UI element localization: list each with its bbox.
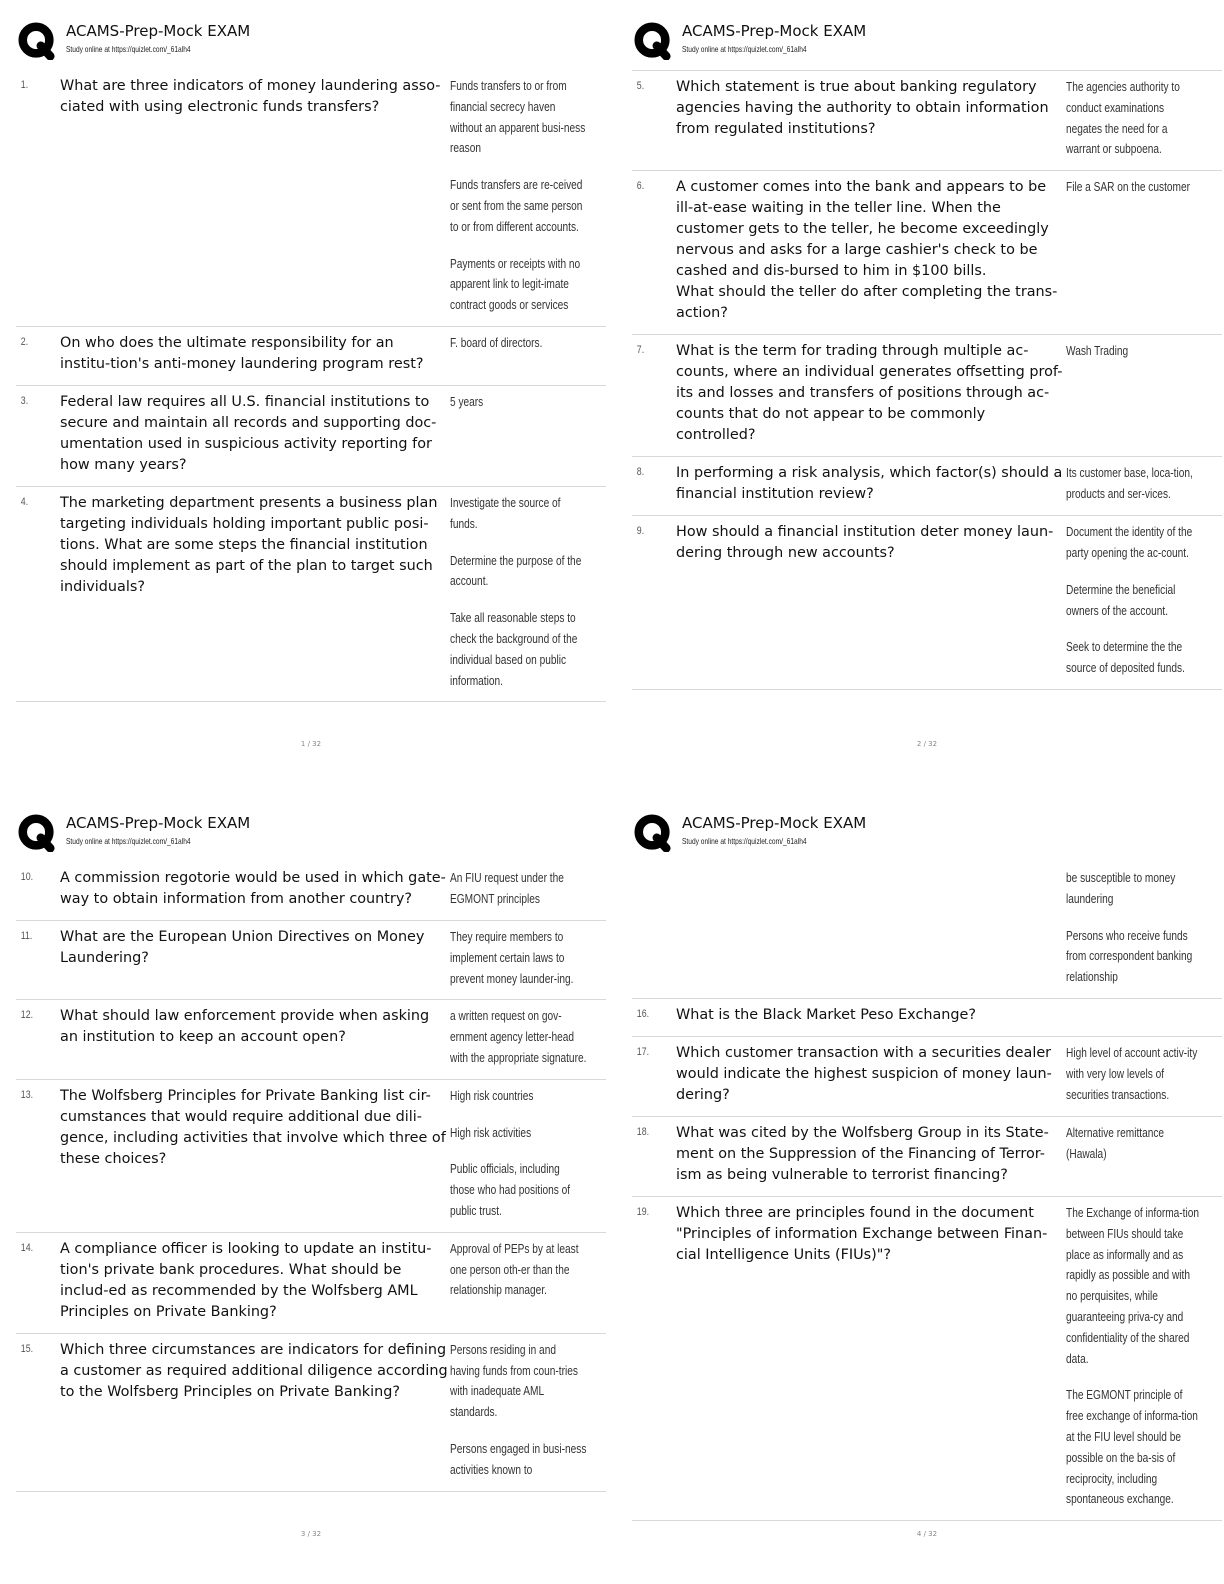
answer-column [450,927,606,989]
qa-list [16,862,606,1492]
answer-text: Investigate the source of funds. [450,494,561,531]
answer-column [450,1086,606,1222]
question-row [16,1233,606,1334]
question-number: 1. [20,79,29,91]
qa-list [16,70,606,702]
answer-column [450,868,606,910]
question-row [16,70,606,327]
answer-column [450,392,606,476]
question-text: What should law enforcement provide when asking an institution to keep an account open? [60,1008,430,1046]
question-row [632,171,1222,335]
answer-text: The EGMONT principle of free exchange of informa-tion at the FIU level should be possible on the ba-sis of reciprocity, including spontaneous exchange. [1066,1387,1198,1507]
answer-column [450,1239,606,1323]
question-text: Which three circumstances are indicators for defining a customer as required additional diligence according to the Wolfsberg Principles on Private Banking? [60,1341,448,1400]
answer-text: Seek to determine the the source of deposited funds. [1066,639,1185,676]
answer-text: Persons residing in and having funds from coun-tries with inadequate AML standards. [450,1341,578,1420]
answer-column [450,333,606,375]
answer-column [1066,522,1222,679]
answer-text: Document the identity of the party opening the ac-count. [1066,524,1193,560]
question-number: 5. [636,80,645,92]
answer-text: F. board of directors. [450,334,543,350]
answer-text: High risk activities [450,1124,532,1140]
qa-list [632,862,1222,1521]
question-row [16,327,606,386]
page-header [632,18,1222,70]
answer-text: Wash Trading [1066,343,1129,359]
question-text [676,868,1066,988]
answer-column [1066,868,1222,988]
question-row [632,516,1222,690]
question-row [632,457,1222,516]
answer-text: Persons who receive funds from correspondent banking relationship [1066,927,1193,985]
page-subtitle: Study online at https://quizlet.com/_61alh4 [682,836,807,846]
page-title: ACAMS-Prep-Mock EXAM [66,814,251,832]
answer-text: Payments or receipts with no apparent link to legit-imate contract goods or services [450,255,581,313]
page-header [16,18,606,70]
page-title: ACAMS-Prep-Mock EXAM [682,814,867,832]
question-text: Which customer transaction with a securities dealer would indicate the highest suspicion of money laun-dering? [676,1044,1052,1103]
answer-column [1066,1005,1222,1026]
question-number: 12. [20,1009,34,1022]
question-row [632,1037,1222,1117]
answer-column [450,493,606,691]
question-number: 7. [636,344,645,357]
question-text: What are the European Union Directives on Money Laundering? [60,929,425,966]
answer-text: Funds transfers are re-ceived or sent from the same person to or from different accounts. [450,177,583,234]
answer-text: Persons engaged in busi-ness activities known to [450,1440,587,1477]
page-title: ACAMS-Prep-Mock EXAM [682,22,867,40]
quizlet-logo-icon [634,814,672,852]
page-panel-2 [632,18,1222,788]
question-text: How should a financial institution deter money laun-dering through new accounts? [676,524,1054,562]
question-text: A customer comes into the bank and appears to be ill-at-ease waiting in the teller line. When the customer gets to the teller, he become exceedingly nervous and asks for a large cashier's check to be cashed and dis-bursed to him in $100 bills. What should the teller do after completing the trans-action? [676,179,1058,322]
question-row [16,921,606,1000]
question-row [16,1334,606,1492]
question-number: 8. [636,466,645,479]
question-number: 3. [20,394,29,407]
qa-list [632,70,1222,690]
answer-text: Public officials, including those who had positions of public trust. [450,1161,571,1218]
answer-column [1066,1043,1222,1106]
question-text: Federal law requires all U.S. financial institutions to secure and maintain all records and supporting doc-umentation used in suspicious activity reporting for how many years? [60,393,437,473]
question-number: 14. [20,1241,34,1254]
answer-column [1066,463,1222,505]
answer-text: 5 years [450,393,484,409]
page-number: 1 / 32 [300,740,322,748]
question-text: Which statement is true about banking regulatory agencies having the authority to obtain information from regulated institutions? [676,79,1049,137]
page-header [632,810,1222,862]
answer-text: a written request on gov-ernment agency letter-head with the appropriate signature. [450,1008,587,1065]
page-number: 2 / 32 [916,740,938,748]
continuation-row [632,862,1222,999]
question-row [632,71,1222,171]
question-number: 15. [20,1342,34,1355]
question-row [632,999,1222,1037]
page-title: ACAMS-Prep-Mock EXAM [66,22,251,40]
answer-column [1066,1203,1222,1510]
question-number: 16. [636,1007,650,1020]
answer-text: Alternative remittance (Hawala) [1066,1124,1165,1161]
quizlet-logo-icon [634,22,672,60]
question-number: 19. [636,1205,650,1218]
answer-column [450,1006,606,1068]
answer-text: The Exchange of informa-tion between FIUs should take place as informally and as rapidly as possible and with no perquisites, while guaranteeing priva-cy and confidentiality of the shared data. [1066,1204,1200,1366]
answer-text: High risk countries [450,1087,534,1103]
question-number [632,868,667,988]
page-panel-1 [16,18,606,788]
answer-text: Approval of PEPs by at least one person oth-er than the relationship manager. [450,1240,579,1298]
answer-text: Its customer base, loca-tion, products and ser-vices. [1066,465,1193,501]
question-text: On who does the ultimate responsibility for an institu-tion's anti-money laundering program rest? [60,334,424,372]
page-panel-3 [16,810,606,1580]
question-number: 18. [636,1125,650,1138]
quizlet-logo-icon [18,22,56,60]
answer-text: They require members to implement certain laws to prevent money launder-ing. [450,929,574,986]
question-text: A commission regotorie would be used in which gate-way to obtain information from another country? [60,870,446,907]
question-row [16,487,606,702]
question-text: What is the term for trading through multiple ac-counts, where an individual generates offsetting prof-its and losses and transfers of positions through ac-counts that do not appear to be commonly controlled? [676,343,1063,444]
answer-column [1066,177,1222,324]
question-number: 4. [20,495,29,508]
question-row [16,1000,606,1079]
answer-column [1066,1123,1222,1186]
answer-column [450,76,606,316]
answer-text: be susceptible to money laundering [1066,870,1176,906]
quizlet-logo-icon [18,814,56,852]
question-text: The marketing department presents a business plan targeting individuals holding important public posi-tions. What are some steps the financial institution should implement as part of the plan to target such individuals? [60,494,438,595]
question-number: 10. [20,871,34,883]
answer-text: Take all reasonable steps to check the background of the individual based on public information. [450,610,578,688]
page-number: 3 / 32 [300,1530,322,1538]
answer-column [450,1340,606,1481]
answer-column [1066,341,1222,446]
answer-text: The agencies authority to conduct examinations negates the need for a warrant or subpoena. [1066,79,1180,157]
answer-text: Determine the purpose of the account. [450,552,582,589]
page-number: 4 / 32 [916,1530,938,1538]
question-number: 6. [636,180,645,193]
page-subtitle: Study online at https://quizlet.com/_61alh4 [682,44,807,54]
question-number: 2. [20,335,29,348]
question-row [632,1117,1222,1197]
question-text: In performing a risk analysis, which factor(s) should a financial institution review? [676,465,1063,503]
question-number: 13. [20,1088,34,1101]
question-text: What was cited by the Wolfsberg Group in its State-ment on the Suppression of the Financing of Terror-ism as being vulnerable to terrorist financing? [676,1124,1049,1183]
answer-text: File a SAR on the customer [1066,179,1190,195]
answer-text: Funds transfers to or from financial secrecy haven without an apparent busi-ness reason [450,78,586,156]
question-number: 17. [636,1045,650,1058]
question-number: 9. [636,525,645,538]
answer-text: Determine the beneficial owners of the account. [1066,581,1176,618]
page-header [16,810,606,862]
question-text: What is the Black Market Peso Exchange? [676,1006,977,1023]
question-row [632,335,1222,457]
question-row [16,386,606,487]
page-subtitle: Study online at https://quizlet.com/_61alh4 [66,44,191,54]
question-row [16,1080,606,1233]
question-text: Which three are principles found in the document "Principles of information Exchange between Finan-cial Intelligence Units (FIUs)"? [676,1204,1048,1263]
question-text: A compliance officer is looking to update an institu-tion's private bank procedures. What should be includ-ed as recommended by the Wolfsberg AML Principles on Private Banking? [60,1240,432,1320]
question-text: What are three indicators of money laundering asso-ciated with using electronic funds transfers? [60,78,441,115]
answer-text: An FIU request under the EGMONT principles [450,870,564,906]
page-panel-4 [632,810,1222,1580]
answer-column [1066,77,1222,160]
question-number: 11. [20,930,33,942]
question-text: The Wolfsberg Principles for Private Banking list cir-cumstances that would require additional due dili-gence, including activities that involve which three of these choices? [60,1087,446,1167]
page-subtitle: Study online at https://quizlet.com/_61alh4 [66,836,191,846]
question-row [632,1197,1222,1521]
question-row [16,862,606,921]
answer-text: High level of account activ-ity with very low levels of securities transactions. [1066,1044,1198,1102]
